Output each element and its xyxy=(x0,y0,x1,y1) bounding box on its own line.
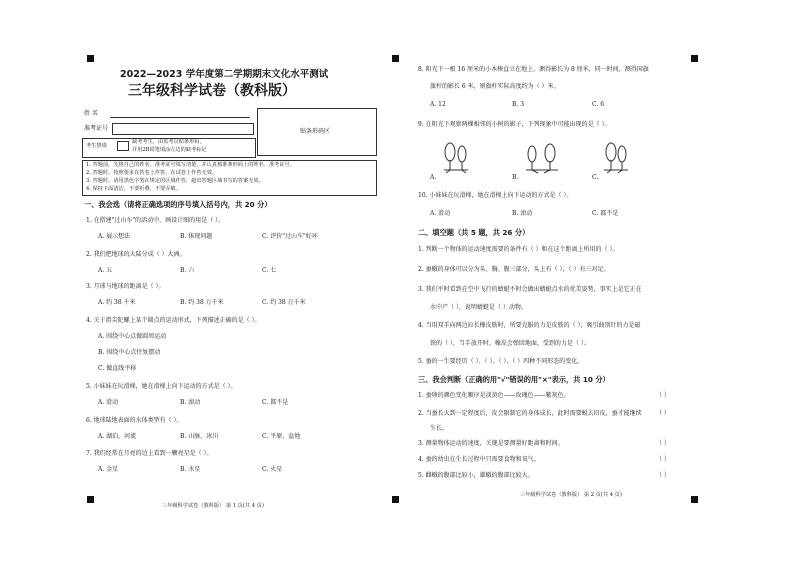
section-heading: 一、我会选（请将正确选项的序号填入括号内，共 20 分） xyxy=(84,200,272,209)
name-field[interactable] xyxy=(110,117,250,118)
option: A. 约 38 千米 xyxy=(98,299,136,306)
option: B. xyxy=(512,174,519,181)
option: B. 围绕中心点往复摆动 xyxy=(98,349,161,356)
question: 4. 当用双手向两边拉长橡皮筋时，所要克服的力是皮筋的（ ），吸引曲别针的力是磁 xyxy=(418,322,641,329)
question: 9. 在阳光下观察两棵相邻的小树的影子，下列现象中可能出现的是（ ）。 xyxy=(418,121,611,128)
absent-marker-label: 考生禁填 xyxy=(86,143,107,149)
page-footer: 三年级科学试卷（教科版） 第 1 页(共 4 页) xyxy=(162,503,264,509)
question: 5. 小妹妹在玩滑梯，她在滑梯上向下运动的方式是（ ）。 xyxy=(86,383,237,390)
question: 4. 关于指尖陀螺上某个圆点的运动形式，下列描述正确的是（ ）。 xyxy=(86,317,261,324)
answer-paren[interactable]: （ ） xyxy=(656,456,670,463)
option: C. 约 38 万千米 xyxy=(262,299,306,306)
option: C. 评价"过山车"好坏 xyxy=(262,233,318,240)
question: 10. 小妹妹在玩滑梯，她在滑梯上向下运动的方式是（ ）。 xyxy=(418,192,573,199)
note-item: 2. 答题时，按照要求在答卷上作答，在试卷上作答无效。 xyxy=(86,170,218,176)
absent-marker-text: 并用2B铅笔填涂左边的缺考标记 xyxy=(132,147,207,153)
option: C. 都不是 xyxy=(592,210,619,217)
question: 生长。 xyxy=(430,425,449,432)
absent-marker-text: 缺考考生，由监考员贴条形码， xyxy=(132,139,205,145)
option: A. 滑动 xyxy=(430,210,451,217)
question: 1. 在搭建"过山车"的活动中，画设计图的用是（ ）。 xyxy=(86,217,225,224)
section-heading: 三、我会判断（正确的用"√"错误的用"×"表示，共 10 分） xyxy=(418,375,610,384)
option: C. 七 xyxy=(262,267,277,274)
question: 2. 当蚕长大到一定程度后，皮会限制它的身体成长，此时需要蜕去旧皮，蚕才能继续 xyxy=(418,410,642,417)
question: 铁的（ ），当手放开时，橡皮会弹回地面，受到的力是（ ）。 xyxy=(430,340,590,347)
option: C. xyxy=(592,174,599,181)
option: A. 展示想法 xyxy=(98,233,131,240)
option: B. 六 xyxy=(180,267,195,274)
option: B. 体现问题 xyxy=(180,233,213,240)
question: 5. 雌蛾的腹部比较小，雄蛾的腹部比较大。 xyxy=(418,472,534,479)
option: A. xyxy=(430,174,437,181)
question: 3. 月球与地球的距离是（ ）。 xyxy=(86,283,165,290)
registration-mark xyxy=(87,55,94,62)
answer-paren[interactable]: （ ） xyxy=(656,472,670,479)
name-label: 姓 名 xyxy=(84,110,98,117)
question: 4. 蚕的幼虫在生长过程中只需要食物和氧气。 xyxy=(418,456,540,463)
option: B. 水星 xyxy=(180,466,201,473)
question: 6. 地球陆地表面的水体类型有（ ）。 xyxy=(86,417,183,424)
page-footer: 三年级科学试卷（教科版） 第 2 页(共 4 页) xyxy=(520,492,622,498)
tree-pair-diagram-c xyxy=(602,140,630,174)
option: C. 火星 xyxy=(262,466,283,473)
registration-mark xyxy=(392,55,399,62)
option: A. 12 xyxy=(430,101,446,108)
option: A. 五 xyxy=(98,267,113,274)
registration-mark xyxy=(87,496,94,503)
tree-pair-diagram-a xyxy=(442,140,470,174)
section-heading: 二、填空题（共 5 题，共 26 分） xyxy=(418,228,530,237)
option: B. 3 xyxy=(512,101,525,108)
exam-subtitle: 三年级科学试卷（教科版） xyxy=(128,83,296,99)
exam-number-field[interactable] xyxy=(112,123,254,135)
answer-paren[interactable]: （ ） xyxy=(656,410,670,417)
option: B. 山脉、冰川 xyxy=(180,433,219,440)
registration-mark xyxy=(392,496,399,503)
answer-paren[interactable]: （ ） xyxy=(656,392,670,399)
option: C. 平原、盆地 xyxy=(262,433,301,440)
option: B. 滚动 xyxy=(512,210,533,217)
answer-paren[interactable]: （ ） xyxy=(656,440,670,447)
question: 2. 我们把地球的大陆分成（ ）大洲。 xyxy=(86,251,186,258)
question: 1. 判断一个物体的运动速度需要的条件有（ ）和在这个距离上所用的（ ）。 xyxy=(418,246,619,253)
note-item: 1. 答题前，先将自己的姓名、准考证号填写清楚，并认真核准条形码上的姓名、准考证号。 xyxy=(86,162,295,168)
note-item: 3. 答题时，请用黑色字笔在规定的区域作答，超出答题区域书写的答案无效。 xyxy=(86,178,264,184)
exam-number-label: 准考证号 xyxy=(84,125,109,132)
option: B. 滚动 xyxy=(180,399,201,406)
question: 2. 蚕蛾的身体可以分为头、胸、腹三部分，头上有（ ），（ ）有三对足。 xyxy=(418,266,610,273)
registration-mark xyxy=(691,496,698,503)
tree-pair-diagram-b xyxy=(524,140,560,174)
option: A. 围绕中心点做圆周运动 xyxy=(98,333,167,340)
note-item: 4. 保持卡面清洁，不要折叠，不要弄破。 xyxy=(86,186,181,192)
question: 3. 测量物体运动的速度，关键是要测量好距离和时间。 xyxy=(418,440,564,447)
option: A. 滑动 xyxy=(98,399,119,406)
absent-checkbox[interactable] xyxy=(117,141,129,151)
option: C. 6 xyxy=(592,101,605,108)
question: 1. 蚕卵的颜色变化顺序是淡黄色——玫瑰色——紫灰色。 xyxy=(418,392,570,399)
question: 3. 我们平时看到在空中飞行的蜻蜓不时会做出蜻蜓点水的优美姿势，事实上是它正在 xyxy=(418,286,642,293)
barcode-label: 贴条形码区 xyxy=(300,128,331,135)
option: A. 湖泊、河流 xyxy=(98,433,137,440)
option: C. 做直线平移 xyxy=(98,365,137,372)
question: 7. 我们经常在月亮的边上看到一颗亮星是（ ）。 xyxy=(86,450,213,457)
question: 水中产（ ），说明蜻蜓是（ ）动物。 xyxy=(430,304,527,311)
exam-title: 2022—2023 学年度第二学期期末文化水平测试 xyxy=(120,69,329,80)
option: A. 金星 xyxy=(98,466,119,473)
question: 旗杆的影长 6 米，则旗杆实际高度约为（ ）米。 xyxy=(430,83,560,90)
option: B. 约 38 万千米 xyxy=(180,299,224,306)
option: C. 都不是 xyxy=(262,399,289,406)
question: 8. 阳光下一根 16 厘米的小木棒直立在地上，测得影长为 8 厘米，同一时间，测得国旗 xyxy=(418,66,649,73)
registration-mark xyxy=(691,55,698,62)
question: 5. 蚕的一生要经历（ ）、（ ）、（ ）、（ ）四种不同形态的变化。 xyxy=(418,358,584,365)
